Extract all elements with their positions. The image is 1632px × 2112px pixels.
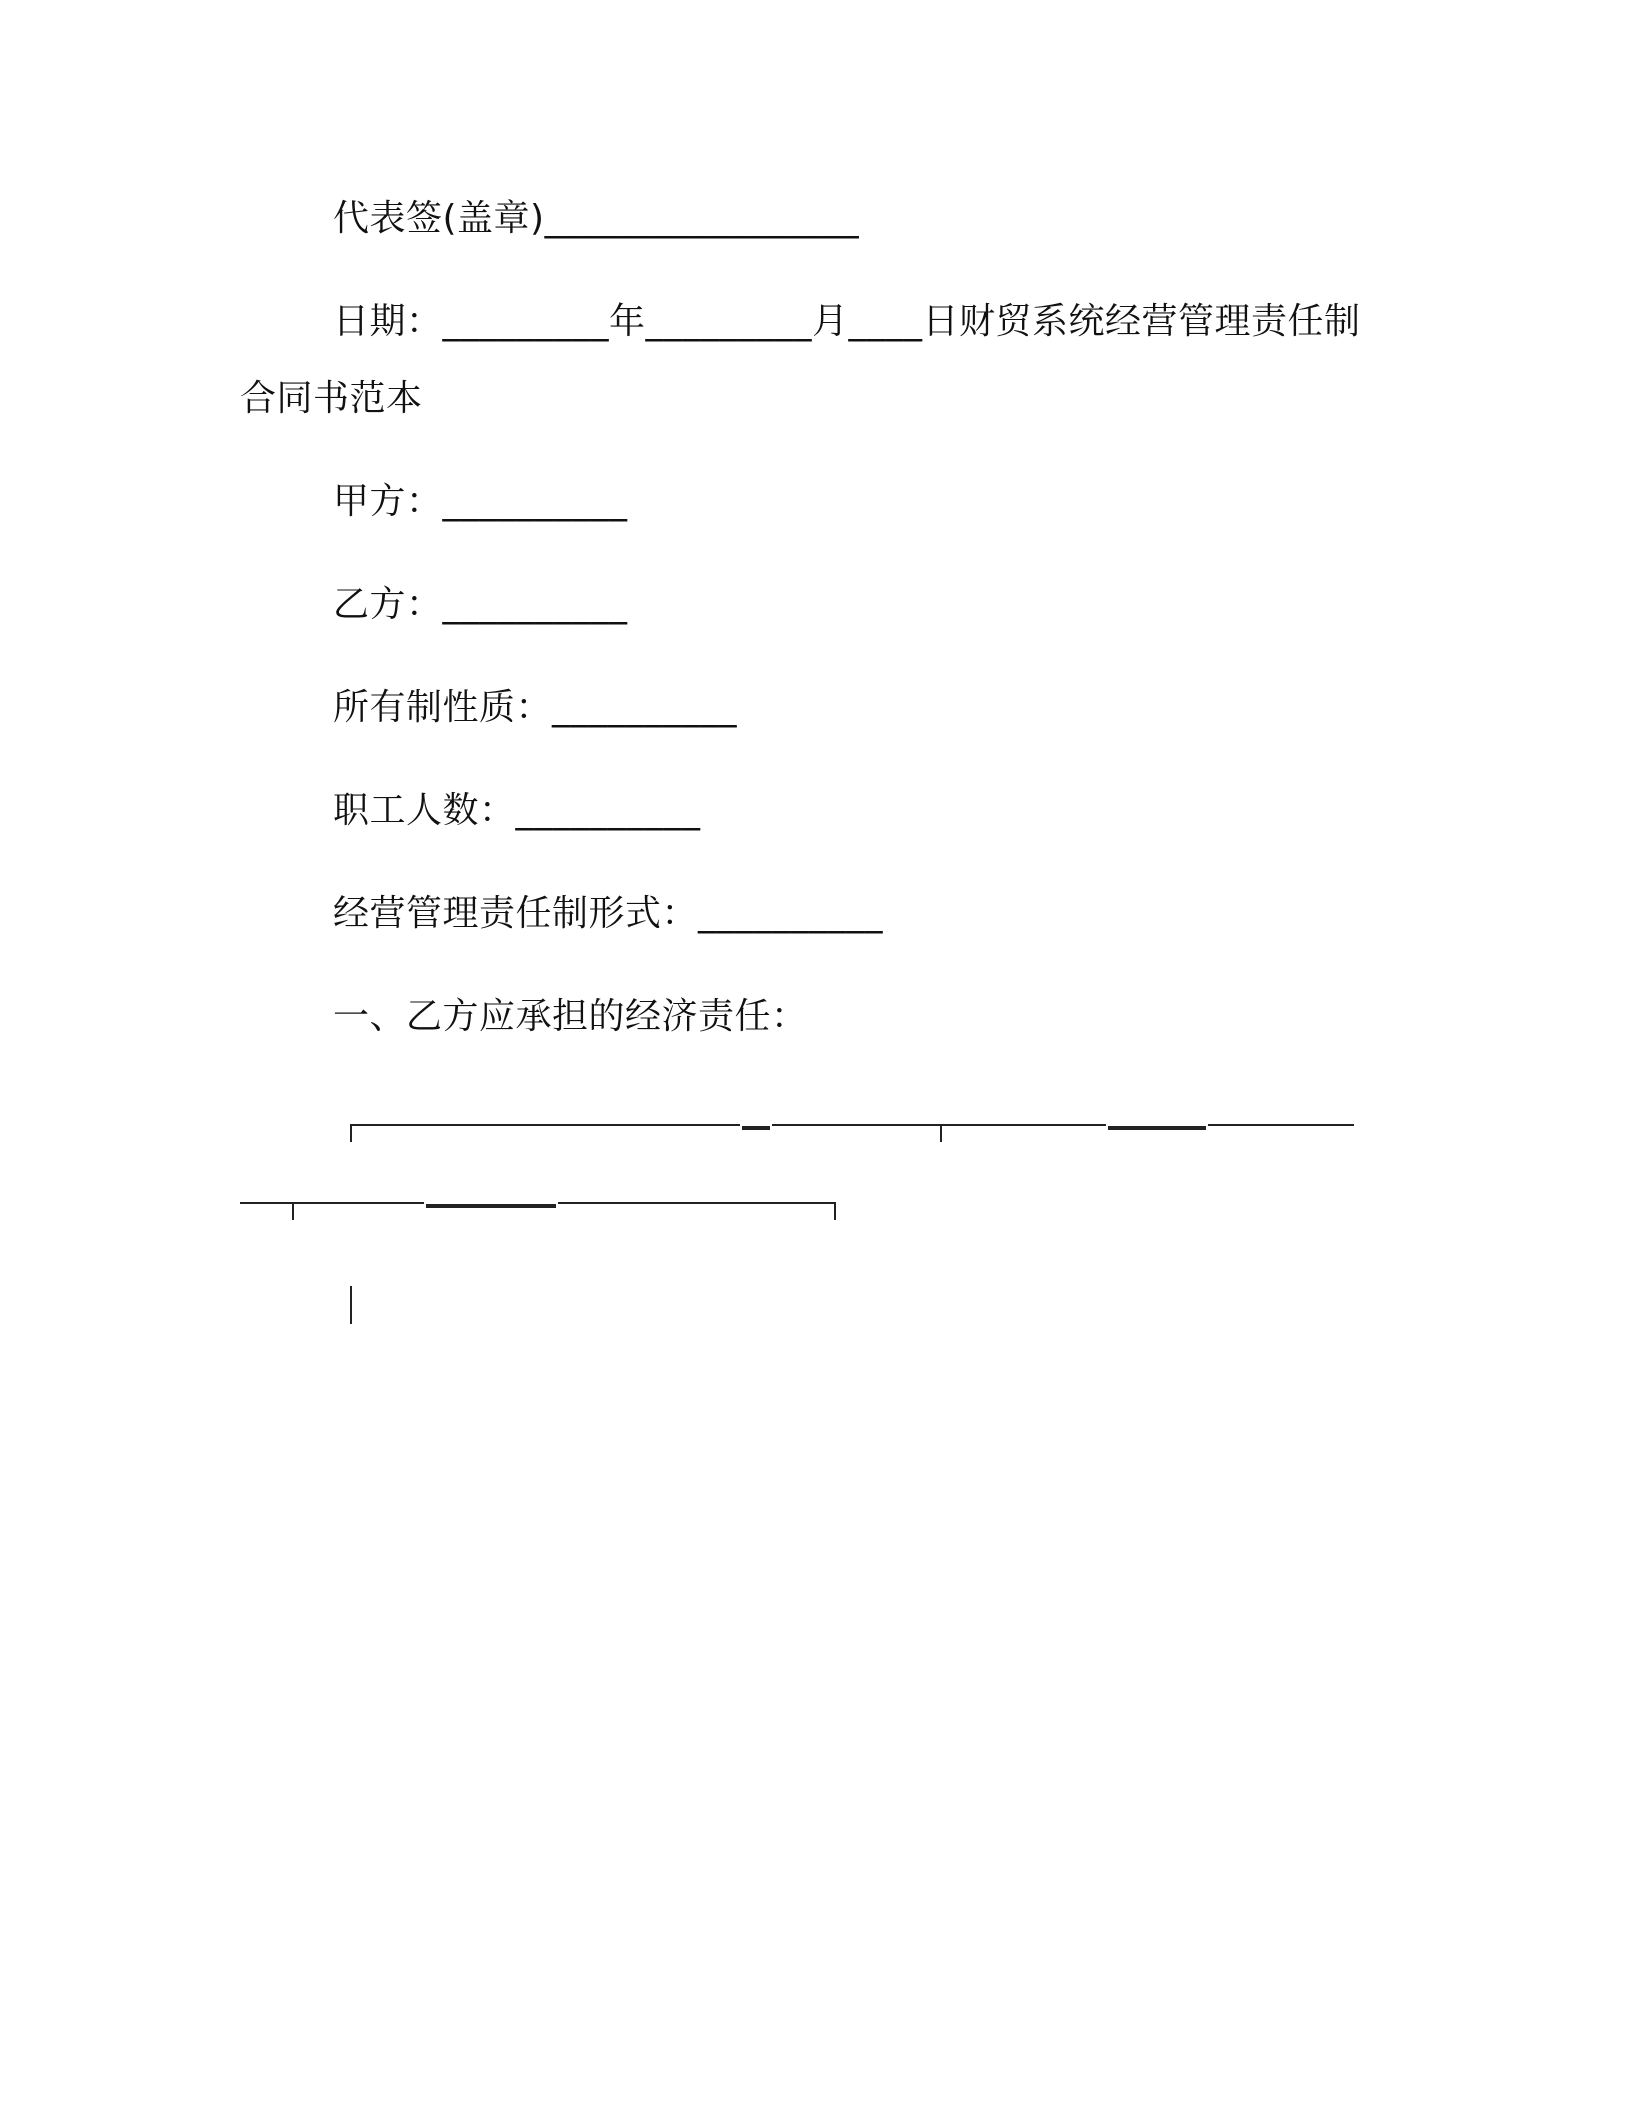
- party-b-line: 乙方：__________: [333, 584, 628, 625]
- signature-line: 代表签(盖章)_________________: [333, 198, 860, 239]
- staff-count-line: 职工人数：__________: [333, 790, 701, 831]
- party-a-line: 甲方：__________: [333, 481, 628, 522]
- responsibility-form-line: 经营管理责任制形式：__________: [333, 893, 884, 934]
- ownership-line: 所有制性质：__________: [333, 687, 738, 728]
- date-line: 日期：_________年_________月____日财贸系统经营管理责任制: [333, 301, 1361, 342]
- title-continuation: 合同书范本: [240, 378, 423, 419]
- section-heading: 一、乙方应承担的经济责任：: [333, 996, 808, 1037]
